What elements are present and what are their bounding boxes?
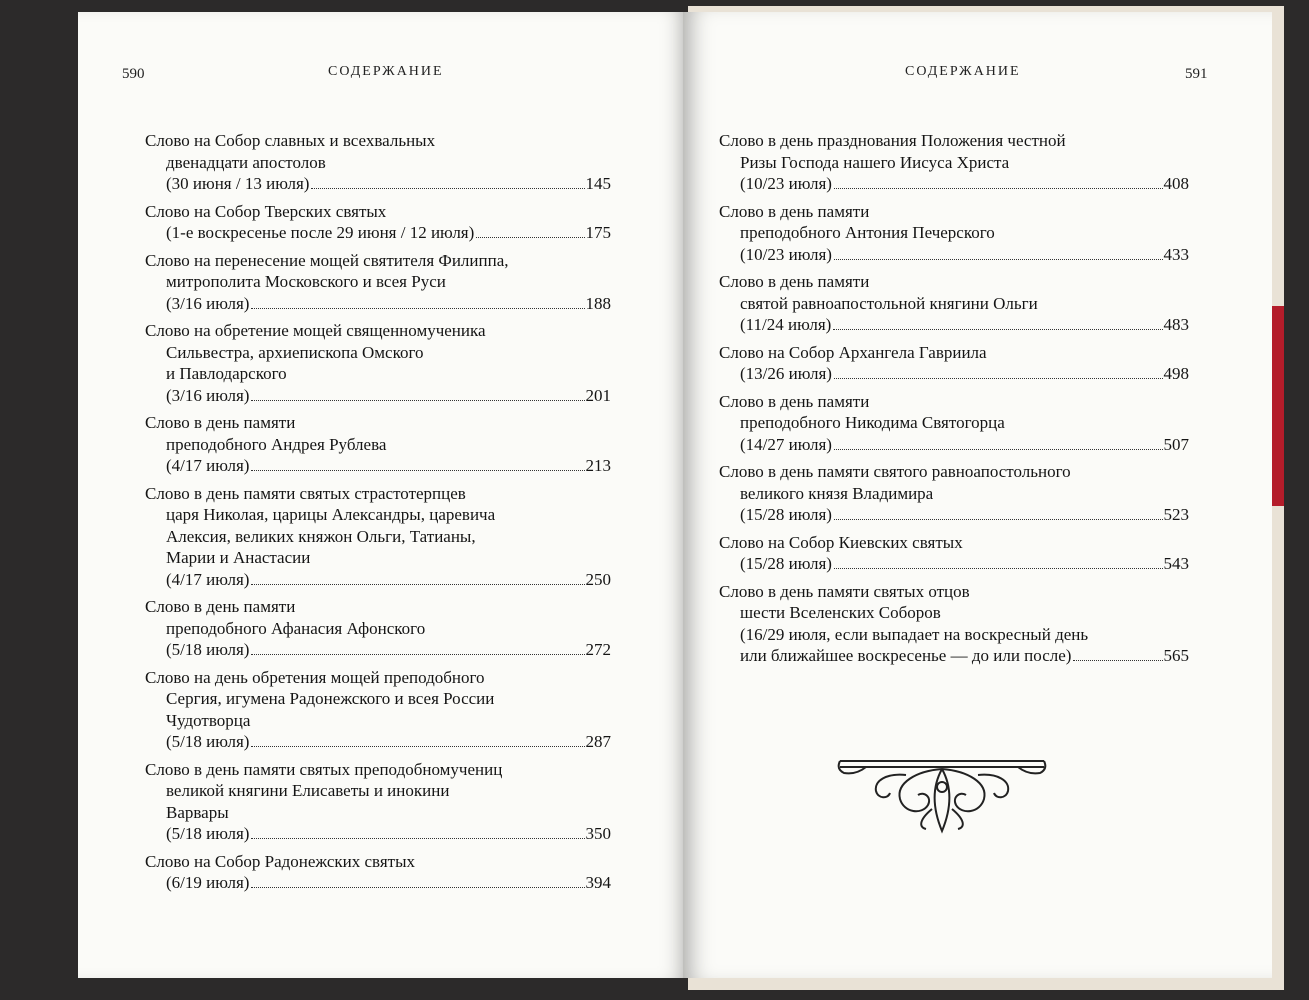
toc-entry-date-line <box>145 455 611 477</box>
toc-entry-date: (14/27 июля) <box>740 434 832 454</box>
toc-entry-date: (4/17 июля) <box>166 569 250 589</box>
toc-entry-date: (15/28 июля) <box>740 505 832 524</box>
toc-entry-date: (4/17 июля) <box>166 456 250 475</box>
toc-entry-title-line: Слово в день памяти <box>719 391 870 411</box>
toc-entry-date: (15/28 июля) <box>740 554 832 573</box>
toc-entry-page-number: 394 <box>585 873 611 892</box>
toc-entry-title-line: Слово на обретение мощей священномученика <box>145 321 486 340</box>
running-head-right: СОДЕРЖАНИЕ <box>905 64 1021 79</box>
toc-entry-page-number: 145 <box>585 174 611 193</box>
dot-leader <box>251 746 584 747</box>
dot-leader <box>834 568 1163 569</box>
page-number-right: 591 <box>1185 66 1208 82</box>
toc-entry-date-line <box>145 823 611 845</box>
dot-leader <box>834 519 1163 520</box>
toc-entry-page-number: 175 <box>585 223 611 242</box>
toc-entry-page-number: 565 <box>1163 646 1189 665</box>
toc-entry-title-line: Сергия, игумена Радонежского и всея России <box>166 689 495 708</box>
toc-entry-date-line <box>719 553 1189 575</box>
toc-entry[interactable] <box>145 250 611 315</box>
toc-entry-title-line: Слово на Собор Архангела Гавриила <box>719 342 987 362</box>
toc-entry-date: (13/26 июля) <box>740 364 832 383</box>
toc-entry-date: (10/23 июля) <box>740 244 832 264</box>
toc-entry-page-number: 287 <box>585 732 611 751</box>
toc-entry[interactable] <box>145 759 611 845</box>
toc-entry-title-line: Слово в день памяти <box>719 272 870 291</box>
toc-entry-page-number: 498 <box>1163 364 1189 383</box>
toc-entry-title-line: митрополита Московского и всея Руси <box>166 272 446 291</box>
toc-entry-title-line: Слово в день памяти святых отцов <box>719 581 970 601</box>
toc-entry-date: (3/16 июля) <box>166 293 250 313</box>
toc-entry-page-number: 433 <box>1163 244 1189 264</box>
toc-entry-title-line: и Павлодарского <box>166 364 287 383</box>
toc-entry-date-line <box>145 173 611 195</box>
toc-entry-date-line <box>145 293 611 315</box>
toc-entry-date-line <box>145 569 611 591</box>
toc-entry-date: (10/23 июля) <box>740 174 832 193</box>
toc-entry-title-line: святой равноапостольной княгини Ольги <box>740 293 1038 313</box>
toc-entry-page-number: 213 <box>585 456 611 475</box>
toc-entry-title-line: Слово в день памяти <box>719 201 870 221</box>
toc-entry-title-line: Слово на Собор славных и всехвальных <box>145 131 436 150</box>
toc-entry-page-number: 201 <box>585 385 611 405</box>
toc-entry-title-line: Слово на Собор Киевских святых <box>719 532 963 552</box>
toc-entry-title-line: Сильвестра, архиепископа Омского <box>166 342 424 362</box>
dot-leader <box>251 654 584 655</box>
toc-entry-page-number: 408 <box>1163 174 1189 193</box>
toc-entry-title-line: Слово в день памяти святых страстотерпцев <box>145 483 466 503</box>
toc-entry-title-line: Слово на день обретения мощей преподобного <box>145 667 485 687</box>
toc-entry-date-line <box>719 363 1189 385</box>
toc-entry-date: (6/19 июля) <box>166 873 250 892</box>
page-number-left: 590 <box>122 66 145 82</box>
toc-entry-title-line: Слово в день празднования Положения честной <box>719 131 1066 150</box>
toc-entry-date-line <box>719 244 1189 266</box>
toc-entry-date: (5/18 июля) <box>166 732 250 751</box>
toc-entry-page-number: 272 <box>585 640 611 659</box>
toc-entry[interactable] <box>719 391 1189 456</box>
floral-vignette-icon <box>836 747 1048 837</box>
toc-entry-date-line <box>145 731 611 753</box>
toc-entry[interactable] <box>719 532 1189 575</box>
toc-entry[interactable] <box>145 667 611 753</box>
toc-list-right <box>719 130 1189 673</box>
right-page <box>683 12 1272 978</box>
toc-entry[interactable] <box>145 851 611 894</box>
dot-leader <box>251 400 584 401</box>
toc-entry-date: (1-е воскресенье после 29 июня / 12 июля) <box>166 223 475 242</box>
toc-entry-title-line: преподобного Андрея Рублева <box>166 434 387 454</box>
dot-leader <box>251 308 584 309</box>
toc-entry[interactable] <box>145 412 611 477</box>
toc-entry-date: (5/18 июля) <box>166 640 250 659</box>
toc-entry-date: (11/24 июля) <box>740 315 832 334</box>
toc-entry-title-line: великого князя Владимира <box>740 483 934 503</box>
dot-leader <box>834 259 1163 260</box>
toc-entry-page-number: 507 <box>1163 434 1189 454</box>
dot-leader <box>834 449 1163 450</box>
toc-entry-page-number: 350 <box>585 824 611 843</box>
toc-entry-title-line: Марии и Анастасии <box>166 548 311 567</box>
toc-entry-title-line: царя Николая, царицы Александры, царевича <box>166 505 496 524</box>
toc-entry-page-number: 188 <box>585 293 611 313</box>
toc-entry-title-line: Слово в день памяти <box>145 597 296 616</box>
toc-entry[interactable] <box>719 581 1189 667</box>
toc-entry-date-line <box>145 385 611 407</box>
dot-leader <box>251 470 584 471</box>
dot-leader <box>833 329 1162 330</box>
toc-entry-page-number: 543 <box>1163 554 1189 573</box>
toc-entry[interactable] <box>719 271 1189 336</box>
toc-entry-title-line: Слово в день памяти святых преподобномучениц <box>145 759 503 779</box>
toc-entry-date-line <box>719 434 1189 456</box>
toc-entry-date-line <box>719 314 1189 336</box>
dot-leader <box>834 188 1163 189</box>
dot-leader <box>251 838 584 839</box>
toc-entry-title-line: Слово на Собор Радонежских святых <box>145 851 416 871</box>
toc-entry-date: (30 июня / 13 июля) <box>166 174 310 193</box>
toc-entry-title-line: (16/29 июля, если выпадает на воскресный день <box>740 624 1089 644</box>
dot-leader <box>476 237 584 238</box>
dot-leader <box>251 887 584 888</box>
toc-entry-date-line <box>145 639 611 661</box>
toc-entry-title-line: Чудотворца <box>166 710 251 730</box>
toc-entry-title-line: Варвары <box>166 802 229 822</box>
toc-entry-title-line: Слово на перенесение мощей святителя Филиппа, <box>145 250 509 270</box>
running-head-left: СОДЕРЖАНИЕ <box>328 64 444 79</box>
dot-leader <box>311 188 584 189</box>
toc-entry-title-line: Слово в день памяти <box>145 413 296 432</box>
toc-entry-date-line <box>719 645 1189 667</box>
left-page <box>78 12 687 978</box>
toc-entry-date-line <box>719 504 1189 526</box>
toc-entry[interactable] <box>719 461 1189 526</box>
toc-entry-title-line: Слово в день памяти святого равноапостольного <box>719 462 1071 481</box>
toc-entry[interactable] <box>145 201 611 244</box>
toc-entry-title-line: преподобного Антония Печерского <box>740 223 995 242</box>
dot-leader <box>834 378 1163 379</box>
toc-entry[interactable] <box>719 342 1189 385</box>
toc-entry[interactable] <box>719 201 1189 266</box>
toc-entry-title-line: великой княгини Елисаветы и инокини <box>166 781 450 800</box>
toc-entry-title-line: двенадцати апостолов <box>166 152 326 172</box>
toc-entry-page-number: 523 <box>1163 505 1189 524</box>
toc-entry[interactable] <box>145 483 611 591</box>
toc-entry[interactable] <box>719 130 1189 195</box>
toc-entry[interactable] <box>145 596 611 661</box>
toc-entry-page-number: 250 <box>585 569 611 589</box>
toc-entry-title-line: преподобного Никодима Святогорца <box>740 413 1005 432</box>
dot-leader <box>251 584 584 585</box>
toc-entry-date-line <box>145 222 611 244</box>
toc-entry-title-line: преподобного Афанасия Афонского <box>166 618 426 638</box>
toc-entry-title-line: Ризы Господа нашего Иисуса Христа <box>740 152 1010 172</box>
toc-entry-date: (3/16 июля) <box>166 385 250 405</box>
toc-entry-title-line: Слово на Собор Тверских святых <box>145 201 387 221</box>
toc-entry-title-line: шести Вселенских Соборов <box>740 603 941 622</box>
toc-entry-title-line: Алексия, великих княжон Ольги, Татианы, <box>166 526 476 546</box>
toc-entry-date-line <box>145 872 611 894</box>
toc-entry-date-line <box>719 173 1189 195</box>
toc-list-left <box>145 130 611 900</box>
toc-entry-page-number: 483 <box>1163 315 1189 334</box>
toc-entry[interactable] <box>145 320 611 406</box>
dot-leader <box>1073 660 1162 661</box>
toc-entry[interactable] <box>145 130 611 195</box>
toc-entry-date: (5/18 июля) <box>166 824 250 843</box>
toc-entry-date: или ближайшее воскресенье — до или после) <box>740 646 1072 665</box>
